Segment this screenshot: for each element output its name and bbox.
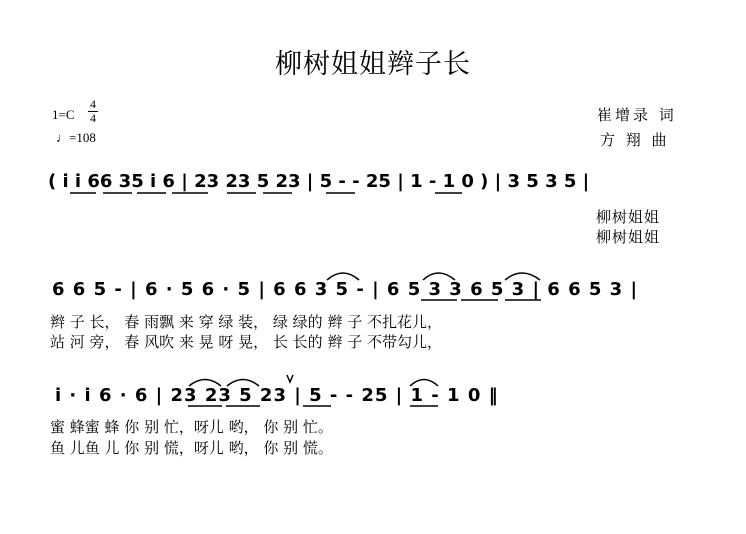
slur-mark [423, 273, 455, 280]
key-signature: 1=C [52, 107, 75, 122]
quarter-note-icon: ♩ [56, 130, 69, 145]
time-signature-bottom: 4 [90, 111, 96, 125]
slur-mark [327, 273, 359, 280]
notation-line-1: ( i i 66 35 i 6 | 23 23 5 23 | 5 - - 25 | 1 - 1 0 ) | 3 5 3 5 | [48, 171, 590, 192]
lyric-line-2a: 辫 子 长， 春 雨飘 来 穿 绿 装， 绿 绿的 辫 子 不扎花儿， [50, 313, 442, 331]
notation-line-3: i · i 6 · 6 | 23 23 5 23 | 5 - - 25 | 1 - 1 0 ‖ [55, 385, 499, 406]
tempo-value: =108 [69, 130, 96, 145]
slur-mark [505, 273, 540, 280]
lyric-line-3a: 蜜 蜂蜜 蜂 你 别 忙，呀儿 哟， 你 别 忙。 [50, 418, 333, 436]
lyric-line-3b: 鱼 儿鱼 儿 你 别 慌，呀儿 哟， 你 别 慌。 [50, 439, 333, 457]
lyric-line-2b: 站 河 旁， 春 风吹 来 晃 呀 晃， 长 长的 辫 子 不带勾儿， [50, 333, 442, 351]
lyric-line-1a: 柳树姐姐 [596, 208, 661, 226]
notation-line-2: 6 6 5 - | 6 · 5 6 · 5 | 6 6 3 5 - | 6 5 3 3 6 5 3 | 6 6 5 3 | [52, 279, 639, 300]
slur-mark [410, 380, 438, 387]
slur-mark [189, 380, 221, 387]
lyric-line-1b: 柳树姐姐 [596, 228, 661, 246]
composer-credit: 方 翔 曲 [600, 131, 670, 149]
slur-mark [227, 380, 259, 387]
time-signature-top: 4 [90, 97, 96, 111]
breath-mark [287, 375, 293, 382]
song-title: 柳树姐姐辫子长 [275, 49, 471, 80]
lyricist-credit: 崔增录 词 [597, 106, 677, 124]
